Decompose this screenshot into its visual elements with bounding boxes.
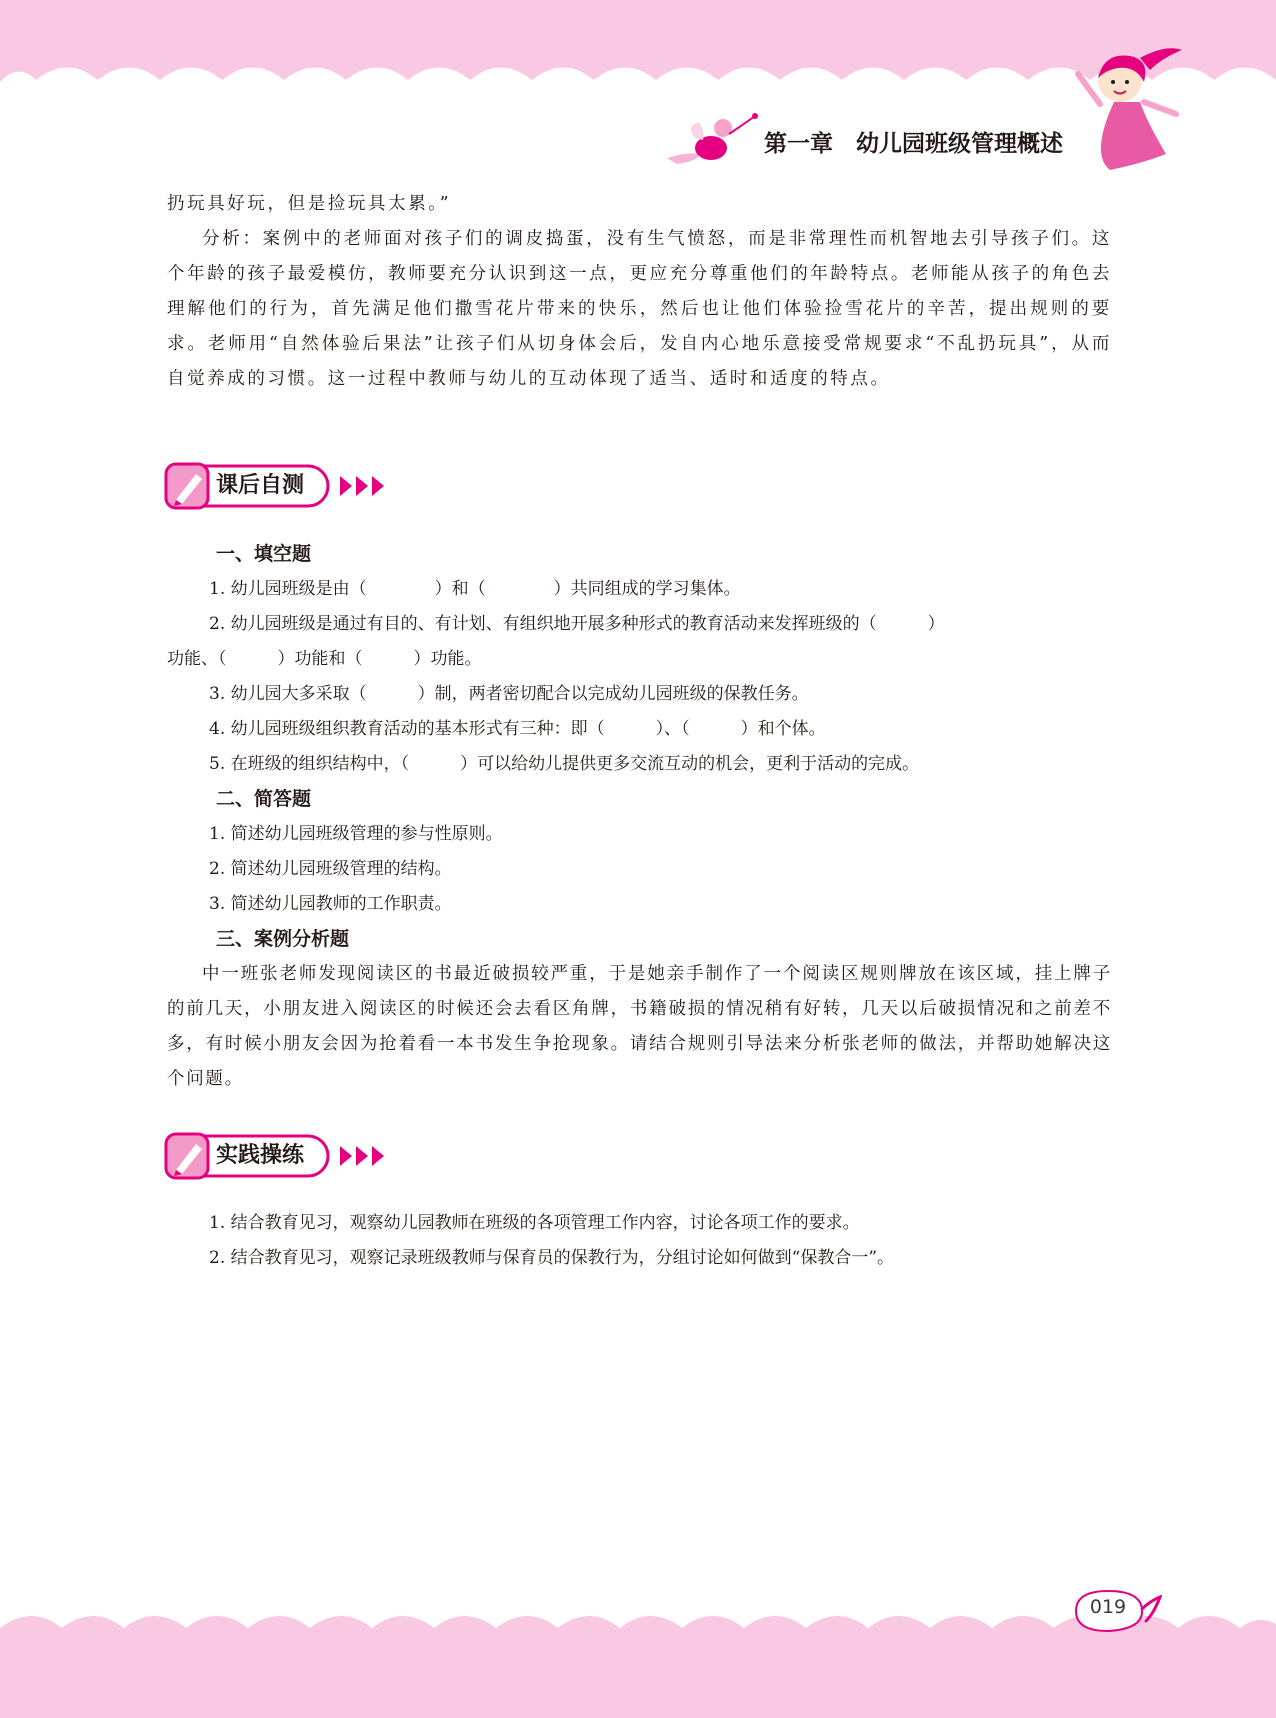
angel-icon	[665, 108, 761, 172]
practice-item: 2. 结合教育见习，观察记录班级教师与保育员的保教行为，分组讨论如何做到“保教合一”。	[209, 1248, 895, 1268]
practice-banner	[164, 1132, 424, 1182]
case-body: 中一班张老师发现阅读区的书最近破损较严重，于是她亲手制作了一个阅读区规则牌放在该区域，挂上牌子的前几天，小朋友进入阅读区的时候还会去看区角牌，书籍破损的情况稍有好转，几天以后破损情况和之前差不多，有时候小朋友会因为抢着看一本书发生争抢现象。请结合规则引导法来分析张老师的做法，并帮助她解决这个问题。	[167, 964, 1112, 1089]
page-number	[1072, 1587, 1162, 1635]
fill-item: 5. 在班级的组织结构中，（ ）可以给幼儿提供更多交流互动的机会，更利于活动的完成。	[209, 754, 920, 774]
fill-item-wrap: 功能、（ ）功能和（ ）功能。	[167, 649, 482, 669]
fill-item: 1. 幼儿园班级是由（ ）和（ ）共同组成的学习集体。	[209, 579, 741, 599]
fairy-girl-icon	[1070, 44, 1188, 176]
fill-item: 4. 幼儿园班级组织教育活动的基本形式有三种：即（ ）、（ ）和个体。	[209, 719, 826, 739]
practice-label: 实践操练	[216, 1143, 305, 1168]
fill-item: 2. 幼儿园班级是通过有目的、有计划、有组织地开展多种形式的教育活动来发挥班级的（ ）	[209, 614, 945, 634]
fill-item: 3. 幼儿园大多采取（ ）制，两者密切配合以完成幼儿园班级的保教任务。	[209, 684, 809, 704]
case-text-continuation: 扔玩具好玩，但是捡玩具太累。”	[167, 194, 452, 214]
short-item: 2. 简述幼儿园班级管理的结构。	[209, 859, 452, 879]
page-number-text: 019	[1089, 1596, 1127, 1618]
fill-heading: 一、填空题	[216, 543, 312, 565]
case-analysis: 分析：案例中的老师面对孩子们的调皮捣蛋，没有生气愤怒，而是非常理性而机智地去引导孩子们。这个年龄的孩子最爱模仿，教师要充分认识到这一点，更应充分尊重他们的年龄特点。老师能从孩子的角色去理解他们的行为，首先满足他们撒雪花片带来的快乐，然后也让他们体验捡雪花片的辛苦，提出规则的要求。老师用“自然体验后果法”让孩子们从切身体会后，发自内心地乐意接受常规要求“不乱扔玩具”，从而自觉养成的习惯。这一过程中教师与幼儿的互动体现了适当、适时和适度的特点。	[167, 229, 1112, 389]
self-test-banner	[164, 462, 424, 512]
practice-item: 1. 结合教育见习，观察幼儿园教师在班级的各项管理工作内容，讨论各项工作的要求。	[209, 1213, 860, 1233]
chapter-title: 第一章 幼儿园班级管理概述	[764, 131, 1063, 157]
short-item: 1. 简述幼儿园班级管理的参与性原则。	[209, 824, 503, 844]
short-item: 3. 简述幼儿园教师的工作职责。	[209, 894, 452, 914]
short-heading: 二、简答题	[216, 788, 312, 810]
case-heading: 三、案例分析题	[216, 928, 350, 950]
self-test-label: 课后自测	[216, 473, 305, 498]
